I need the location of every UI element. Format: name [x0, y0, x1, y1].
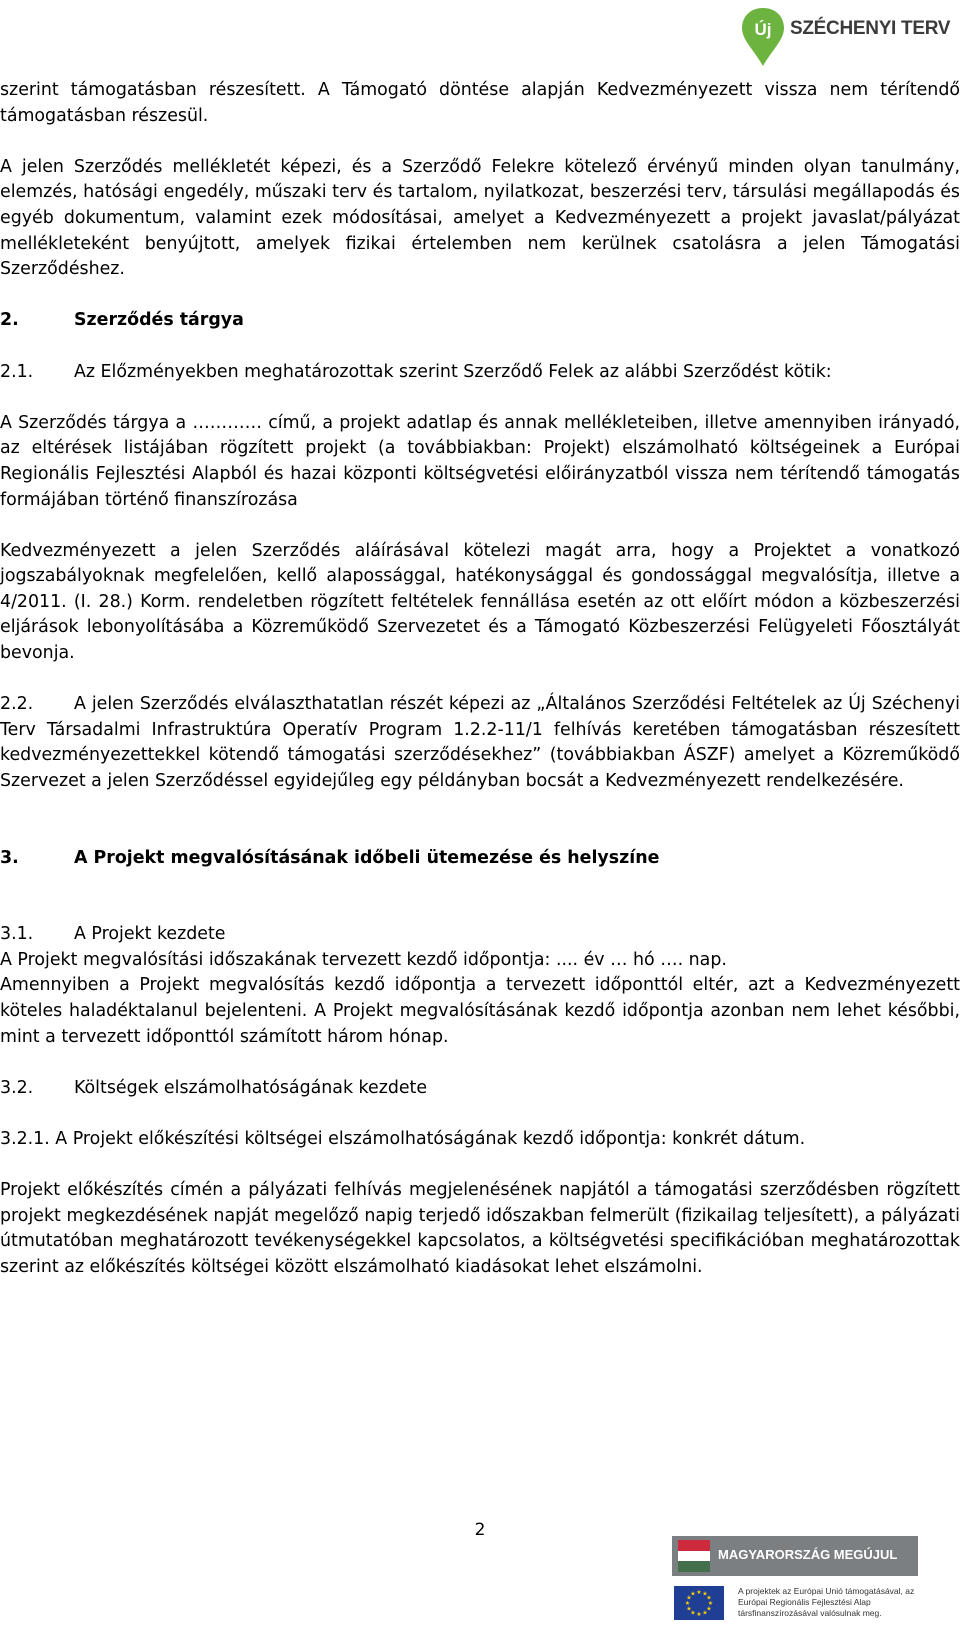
eu-flag-icon [674, 1586, 724, 1620]
svg-text:★: ★ [690, 1590, 696, 1598]
section-number: 3. [0, 847, 19, 868]
eu-funding-text: A projektek az Európai Unió támogatásával, az Európai Regionális Fejlesztési Alap társfinanszírozásával valósulnak meg. [738, 1586, 915, 1618]
section-title: Költségek elszámolhatóságának kezdete [74, 1077, 428, 1098]
section-3-1-heading [0, 922, 960, 948]
svg-text:★: ★ [706, 1594, 712, 1602]
eu-footer-logo [672, 1536, 918, 1622]
section-number: 3.2. [0, 1077, 34, 1098]
paragraph-subject: A Szerződés tárgya a ………… című, a projekt adatlap és annak mellékleteiben, illetve amennyiben irányadó, az eltérések listájában rögzített projekt (a továbbiakban: Projekt) elszámolható költségeinek a Európai Regionális Fejlesztési Alapból és hazai központi költségvetési előirányzatból vissza nem térítendő támogatás formájában történő finanszírozása [0, 412, 960, 510]
section-text: Az Előzményekben meghatározottak szerint Szerződő Felek az alábbi Szerződést kötik: [74, 361, 832, 382]
section-number: 2.1. [0, 361, 34, 382]
paragraph-annexes: A jelen Szerződés mellékletét képezi, és a Szerződő Felekre kötelező érvényű minden olyan tanulmány, elemzés, hatósági engedély, műszaki terv és tartalom, nyilatkozat, beszerzési terv, társulási megállapodás és egyéb dokumentum, valamint ezek módosításai, amelyet a Kedvezményezett a projekt javaslat/pályázat mellékleteként benyújtott, amelyek fizikai értelemben nem kerülnek csatolásra a jelen Támogatási Szerződéshez. [0, 156, 960, 280]
svg-text:★: ★ [690, 1609, 696, 1617]
paragraph-preparation: Projekt előkészítés címén a pályázati felhívás megjelenésének napjától a támogatási szerződésben rögzített projekt megkezdésének napját megelőző napig terjedő időszakban felmerült (fizikailag teljesített), a pályázati útmutatóban meghatározott tevékenységekkel kapcsolatos, a költségvetési specifikációban meghatározottak szerint az előkészítés költségei között elszámolható kiadásokat lehet elszámolni. [0, 1180, 960, 1277]
section-title: A Projekt megvalósításának időbeli ütemezése és helyszíne [74, 847, 660, 868]
page-number: 2 [474, 1520, 486, 1540]
hungarian-flag-icon [678, 1540, 710, 1572]
section-3-2-heading [0, 1076, 960, 1102]
section-number: 2.2. [0, 694, 34, 715]
logo-mark-text: Új [754, 20, 772, 39]
svg-text:★: ★ [702, 1609, 708, 1617]
section-2-1 [0, 360, 960, 386]
banner-text: MAGYARORSZÁG MEGÚJUL [718, 1547, 898, 1562]
svg-text:★: ★ [686, 1594, 692, 1602]
section-3-heading [0, 846, 960, 872]
section-number: 3.1. [0, 924, 34, 945]
section-2-2 [0, 692, 960, 794]
section-number: 2. [0, 310, 19, 331]
section-title: Szerződés tárgya [74, 310, 244, 331]
svg-text:★: ★ [684, 1600, 691, 1607]
section-title: A Projekt kezdete [74, 924, 226, 945]
svg-text:★: ★ [686, 1605, 692, 1613]
paragraph-obligation: Kedvezményezett a jelen Szerződés aláírásával kötelezi magát arra, hogy a Projektet a vonatkozó jogszabályoknak megfelelően, kellő alapossággal, hatékonysággal és gondossággal megvalósítja, illetve a 4/2011. (I. 28.) Korm. rendeletben rögzített feltételek fennállása esetén az ott előírt módon a közbeszerzési eljárások lebonyolításába a Közreműködő Szervezetet és a Támogató Közbeszerzési Felügyeleti Főosztályát bevonja. [0, 540, 960, 664]
section-3-2-1: 3.2.1. A Projekt előkészítési költségei elszámolhatóságának kezdő időpontja: konkrét dátum. [0, 1128, 806, 1149]
logo-text: SZÉCHENYI TERV [790, 18, 951, 39]
magyarorszag-megujul-banner [672, 1536, 918, 1576]
section-2-heading [0, 308, 960, 334]
svg-text:★: ★ [702, 1590, 708, 1598]
svg-text:★: ★ [696, 1611, 702, 1618]
section-3-1-text: Amennyiben a Projekt megvalósítás kezdő időpontja a tervezett időponttól eltér, azt a Kedvezményezett köteles haladéktalanul bejelenteni. A Projekt megvalósításának kezdő időpontja azonban nem lehet későbbi, mint a tervezett időponttól számított három hónap. [0, 975, 960, 1047]
section-text: A jelen Szerződés elválaszthatatlan részét képezi az „Általános Szerződési Feltételek az Új Széchenyi Terv Társadalmi Infrastruktúra Operatív Program 1.2.2-11/1 felhívás keretében támogatásban részesített kedvezményezettekkel kötendő támogatási szerződésekhez” (továbbiakban ÁSZF) amelyet a Közreműködő Szervezet a jelen Szerződéssel egyidejűleg egy példányban bocsát a Kedvezményezett rendelkezésére. [0, 694, 960, 792]
logo-pin-icon [738, 6, 788, 68]
szechenyi-terv-logo [738, 6, 951, 68]
paragraph-intro: szerint támogatásban részesített. A Támogató döntése alapján Kedvezményezett vissza nem térítendő támogatásban részesül. [0, 80, 960, 126]
svg-text:★: ★ [696, 1589, 702, 1596]
svg-text:★: ★ [707, 1600, 714, 1607]
svg-text:★: ★ [706, 1605, 712, 1613]
document-body [0, 78, 960, 1281]
section-3-1-start-date: A Projekt megvalósítási időszakának tervezett kezdő időpontja: .... év … hó …. nap. [0, 949, 727, 970]
